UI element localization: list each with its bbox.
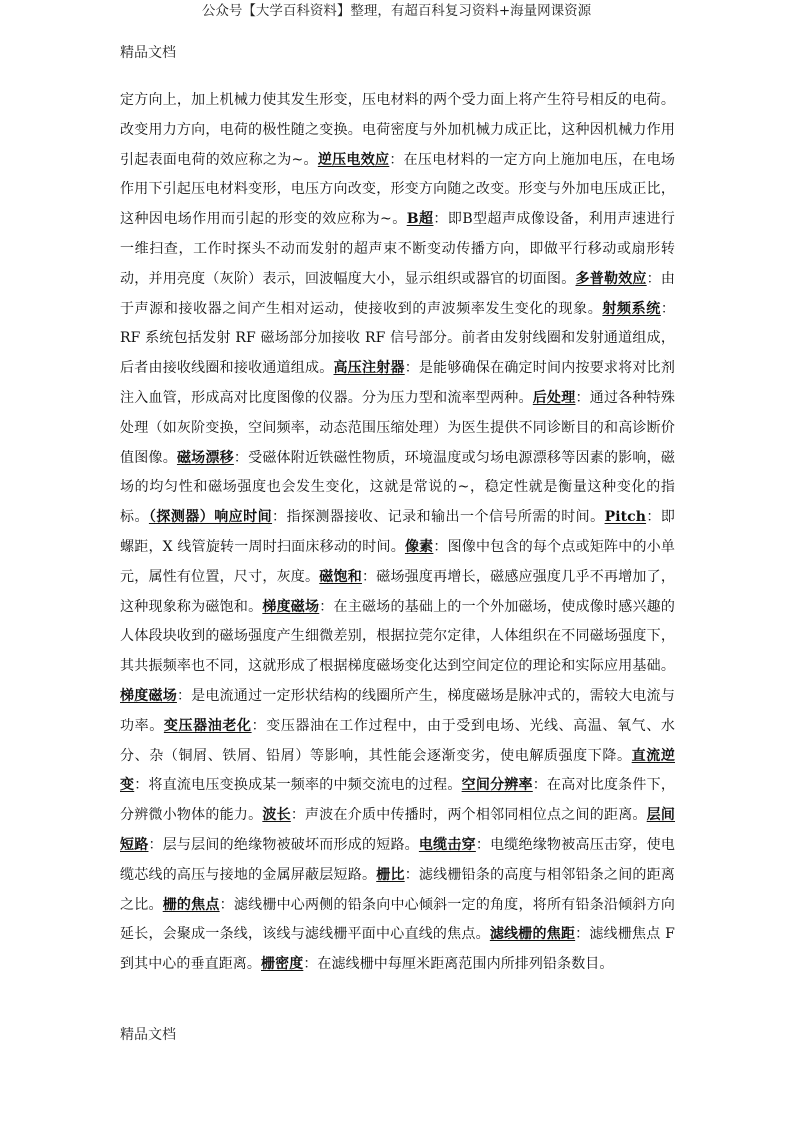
glossary-definition: ：即螺距，X 线管旋转一周时扫面床移动的时间。 <box>120 509 675 555</box>
glossary-definition: ：受磁体附近铁磁性物质，环境温度或匀场电源漂移等因素的影响，磁场的均匀性和磁场强度也会发生变化，这就是常说的~，稳定性就是衡量这种变化的指标。 <box>120 449 675 526</box>
glossary-definition: ：滤线栅铅条的高度与相邻铅条之间的距离之比。 <box>120 866 675 913</box>
glossary-term: 射频系统 <box>602 300 661 317</box>
glossary-definition: ：图像中包含的每个点或矩阵中的小单元，属性有位置，尺寸，灰度。 <box>120 538 676 585</box>
glossary-definition: ：在压电材料的一定方向上施加电压，在电场作用下引起压电材料变形，电压方向改变，形变方向随之改变。形变与外加电压成正比，这种因电场作用而引起的形变的效应称为~。 <box>120 151 675 228</box>
glossary-term: 变压器油老化 <box>163 717 252 734</box>
intro-text: 定方向上，加上机械力使其发生形变，压电材料的两个受力面上将产生符号相反的电荷。改变用力方向，电荷的极性随之变换。电荷密度与外加机械力成正比，这种因机械力作用引起表面电荷的效应称之为~。 <box>120 92 675 168</box>
glossary-definition: ：滤线栅焦点 F 到其中心的垂直距离。 <box>120 926 675 973</box>
glossary-definition: ：将直流电压变换成某一频率的中频交流电的过程。 <box>134 777 462 794</box>
glossary-term: 磁饱和 <box>319 568 362 585</box>
glossary-term: （探测器）响应时间 <box>148 509 273 526</box>
glossary-term: 梯度磁场 <box>262 598 320 615</box>
glossary-definition: ：通过各种特殊处理（如灰阶变换，空间频率，动态范围压缩处理）为医生提供不同诊断目的和高诊断价值图像。 <box>120 389 675 466</box>
glossary-definition: ：在滤线栅中每厘米距离范围内所排列铅条数目。 <box>303 956 614 973</box>
page-header-banner: 公众号【大学百科资料】整理，有超百科复习资料+海量网课资源 <box>201 3 592 19</box>
glossary-term: Pitch <box>604 509 647 526</box>
glossary-definition: ：RF 系统包括发射 RF 磁场部分加接收 RF 信号部分。前者由发射线圈和发射通道组成，后者由接收线圈和接收通道组成。 <box>120 300 675 377</box>
glossary-term: 磁场漂移 <box>176 449 234 466</box>
glossary-definition: ：由于声源和接收器之间产生相对运动，使接收到的声波频率发生变化的现象。 <box>120 270 676 317</box>
glossary-term: 像素 <box>404 538 434 555</box>
glossary-definition: ：在主磁场的基础上的一个外加磁场，使成像时感兴趣的人体段块收到的磁场强度产生细微差别，根据拉莞尔定律，人体组织在不同磁场强度下，其共振频率也不同，这就形成了根据梯度磁场变化达到空间定位的理论和实际应用基础。 <box>120 598 675 675</box>
glossary-term: 后处理 <box>532 389 576 406</box>
glossary-definition: ：磁场强度再增长，磁感应强度几乎不再增加了，这种现象称为磁饱和。 <box>120 568 675 615</box>
glossary-term: 电缆击穿 <box>418 836 476 853</box>
glossary-definition: ：是电流通过一定形状结构的线圈所产生，梯度磁场是脉冲式的，需较大电流与功率。 <box>120 687 675 734</box>
glossary-term: 高压注射器 <box>333 360 405 377</box>
glossary-entries <box>120 152 675 973</box>
glossary-definition: ：声波在介质中传播时，两个相邻同相位点之间的距离。 <box>290 807 647 824</box>
glossary-definition: ：指探测器接收、记录和输出一个信号所需的时间。 <box>272 509 605 526</box>
glossary-term: 层间短路 <box>120 807 676 853</box>
glossary-term: 滤线栅的焦距 <box>489 926 576 943</box>
running-label-top: 精品文档 <box>120 45 176 61</box>
glossary-term: B超 <box>406 211 434 228</box>
glossary-term: 栅密度 <box>261 956 304 973</box>
glossary-term: 直流逆变 <box>120 747 675 794</box>
body-text <box>120 86 675 980</box>
glossary-definition: ：层与层间的绝缘物被破坏而形成的短路。 <box>148 836 419 853</box>
glossary-term: 梯度磁场 <box>120 687 177 704</box>
glossary-term: 栅的焦点 <box>162 896 220 913</box>
glossary-definition: ：电缆绝缘物被高压击穿，使电缆芯线的高压与接地的金属屏蔽层短路。 <box>120 836 675 883</box>
glossary-definition: ：滤线栅中心两侧的铅条向中心倾斜一定的角度，将所有铅条沿倾斜方向延长，会聚成一条线，该线与滤线栅平面中心直线的焦点。 <box>120 896 675 943</box>
running-label-bottom: 精品文档 <box>120 1027 176 1043</box>
glossary-term: 多普勒效应 <box>575 270 647 287</box>
glossary-term: 栅比 <box>376 866 405 883</box>
glossary-term: 波长 <box>262 807 291 824</box>
glossary-definition: ：在高对比度条件下，分辨微小物体的能力。 <box>120 777 675 824</box>
glossary-term: 逆压电效应 <box>317 151 390 168</box>
glossary-definition: ：是能够确保在确定时间内按要求将对比剂注入血管，形成高对比度图像的仪器。分为压力型和流率型两种。 <box>120 360 675 406</box>
glossary-term: 空间分辨率 <box>461 777 533 794</box>
glossary-definition: ：即B型超声成像设备，利用声速进行一维扫查，工作时探头不动而发射的超声束不断变动传播方向，即做平行移动或扇形转动，并用亮度（灰阶）表示，回波幅度大小，显示组织或器官的切面图。 <box>120 211 675 287</box>
glossary-definition: ：变压器油在工作过程中，由于受到电场、光线、高温、氧气、水分、杂（铜屑、铁屑、铅屑）等影响，其性能会逐渐变劣，使电解质强度下降。 <box>120 717 675 764</box>
